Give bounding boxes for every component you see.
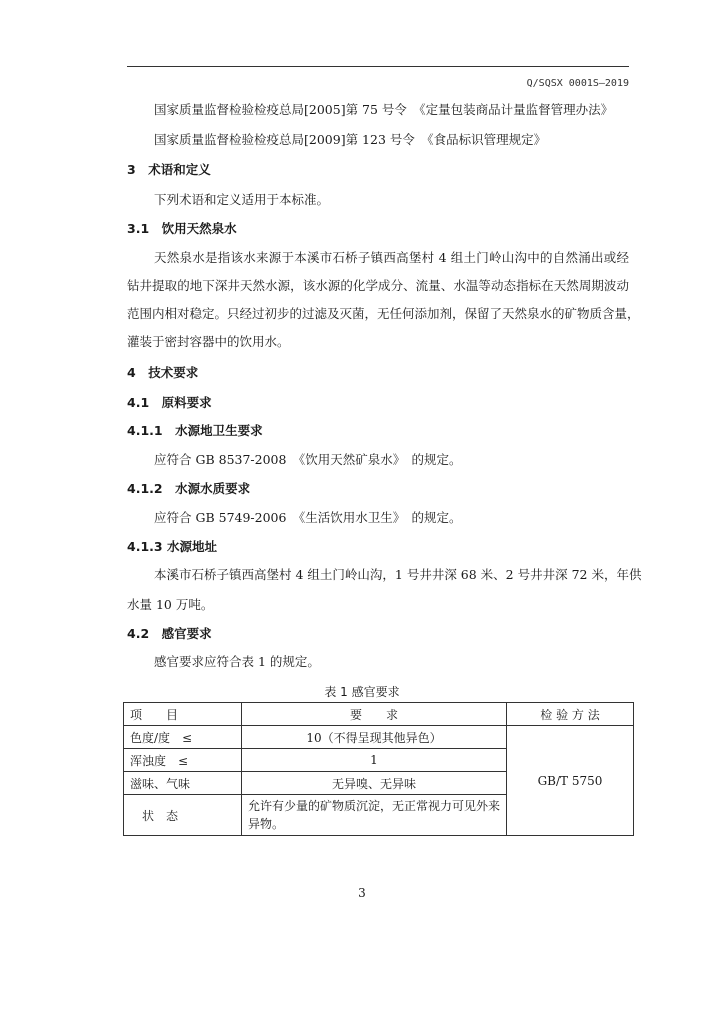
table-cell-item: 状 态 (124, 795, 242, 836)
table-header-requirement: 要 求 (242, 703, 507, 726)
table-cell-requirement: 10（不得呈现其他异色） (242, 726, 507, 749)
definition-line-3: 范围内相对稳定。只经过初步的过滤及灭菌，无任何添加剂，保留了天然泉水的矿物质含量， (127, 306, 640, 321)
standard-code: Q/SQSX 0001S—2019 (526, 78, 629, 89)
reference-1: 国家质量监督检验检疫总局[2005]第 75 号令 《定量包装商品计量监督管理办法》 (154, 102, 614, 117)
section-3-1-title: 3.1 饮用天然泉水 (127, 221, 237, 236)
table-cell-method: GB/T 5750 (507, 726, 634, 836)
definition-line-2: 钻井提取的地下深井天然水源，该水源的化学成分、流量、水温等动态指标在天然周期波动 (127, 278, 629, 293)
section-4-title: 4 技术要求 (127, 365, 199, 380)
section-3-title: 3 术语和定义 (127, 162, 211, 177)
table-cell-item: 浑浊度 ≤ (124, 749, 242, 772)
table-cell-requirement: 允许有少量的矿物质沉淀，无正常视力可见外来异物。 (242, 795, 507, 836)
section-4-1-1-title: 4.1.1 水源地卫生要求 (127, 423, 263, 438)
table-header-row (124, 703, 634, 726)
table-header-item: 项 目 (124, 703, 242, 726)
section-4-1-title: 4.1 原料要求 (127, 395, 212, 410)
section-4-1-2-text: 应符合 GB 5749-2006 《生活饮用水卫生》 的规定。 (154, 510, 462, 525)
section-4-1-3-title: 4.1.3 水源地址 (127, 539, 217, 554)
sensory-table (123, 702, 634, 836)
section-4-2-title: 4.2 感官要求 (127, 626, 212, 641)
reference-2: 国家质量监督检验检疫总局[2009]第 123 号令 《食品标识管理规定》 (154, 132, 547, 147)
header-rule (127, 66, 629, 67)
definition-line-4: 灌装于密封容器中的饮用水。 (127, 334, 290, 349)
address-line-2: 水量 10 万吨。 (127, 597, 214, 612)
section-4-2-text: 感官要求应符合表 1 的规定。 (154, 654, 320, 669)
section-4-1-1-text: 应符合 GB 8537-2008 《饮用天然矿泉水》 的规定。 (154, 452, 462, 467)
section-4-1-2-title: 4.1.2 水源水质要求 (127, 481, 251, 496)
table-header-method: 检 验 方 法 (507, 703, 634, 726)
table-row (124, 726, 634, 749)
table-cell-item: 色度/度 ≤ (124, 726, 242, 749)
table-cell-item: 滋味、气味 (124, 772, 242, 795)
table-cell-requirement: 1 (242, 749, 507, 772)
address-line-1: 本溪市石桥子镇西高堡村 4 组土门岭山沟，1 号井井深 68 米、2 号井井深 72 米，年供 (154, 567, 642, 582)
table-caption: 表 1 感官要求 (324, 685, 400, 699)
table-cell-requirement: 无异嗅、无异味 (242, 772, 507, 795)
definition-line-1: 天然泉水是指该水来源于本溪市石桥子镇西高堡村 4 组土门岭山沟中的自然涌出或经 (154, 250, 629, 265)
page-number: 3 (358, 886, 366, 900)
section-3-intro: 下列术语和定义适用于本标准。 (154, 192, 330, 207)
